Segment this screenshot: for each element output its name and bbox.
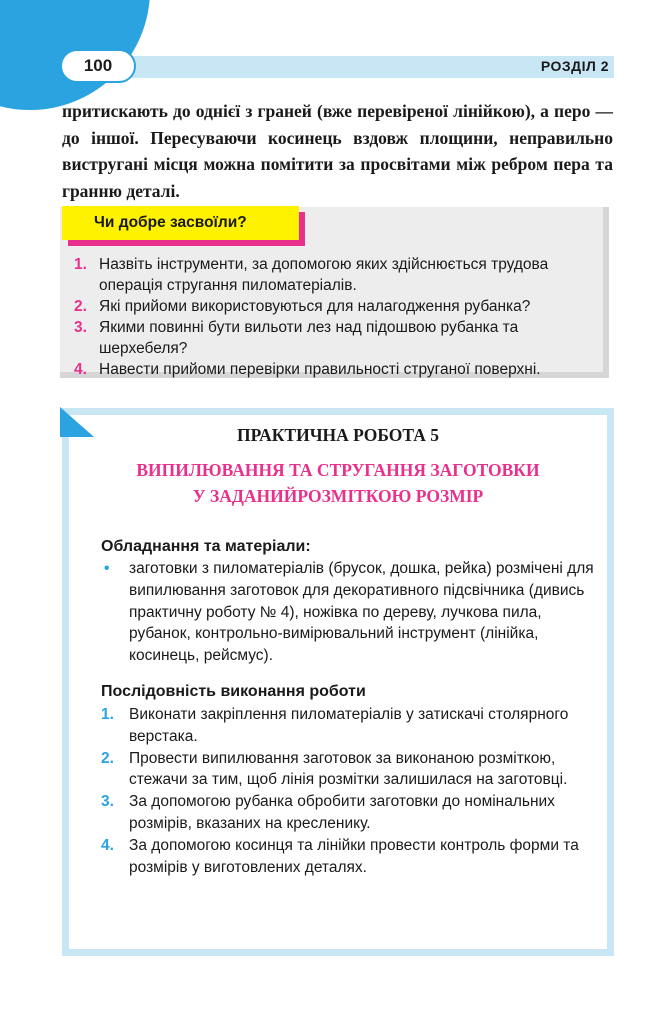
question-number: 1.: [74, 256, 87, 273]
step-number: 3.: [101, 793, 114, 811]
intro-paragraph: [62, 98, 613, 204]
step-number: 2.: [101, 749, 114, 767]
page-number: 100: [60, 49, 136, 83]
step-number: 1.: [101, 706, 114, 723]
step-item: [101, 748, 597, 792]
practical-title: ПРАКТИЧНА РОБОТА 5: [237, 425, 439, 445]
bullet-icon: •: [104, 560, 110, 577]
question-text: Навести прийоми перевірки правильності струганої поверхні.: [99, 361, 541, 378]
review-question: [74, 359, 602, 380]
equipment-item: [101, 558, 597, 667]
section-label: РОЗДІЛ 2: [540, 58, 609, 74]
step-text: Провести випилювання заготовок за виконаною розміткою, стежачи за тим, щоб лінія розмітки залишилася на заготовці.: [129, 749, 568, 789]
step-text: Виконати закріплення пиломатеріалів у затискачі столярного верстака.: [129, 706, 569, 745]
practical-subtitle-line: У ЗАДАНИЙРОЗМІТКОЮ РОЗМІР: [192, 486, 484, 506]
steps-heading: Послідовність виконання роботи: [101, 683, 366, 700]
header-band: [66, 56, 614, 78]
question-text: Назвіть інструменти, за допомогою яких здійснюється трудова операція стругання пиломатеріалів.: [99, 256, 549, 294]
question-number: 2.: [74, 298, 87, 315]
steps-list: [101, 704, 597, 878]
step-item: [101, 791, 597, 835]
step-text: За допомогою косинця та лінійки провести контроль форми та розмірів у виготовлених деталях.: [129, 836, 579, 876]
review-question: [74, 254, 602, 296]
step-item: [101, 704, 597, 748]
step-text: За допомогою рубанка обробити заготовки до номінальних розмірів, вказаних на кресленику.: [129, 793, 555, 832]
practical-subtitle-line: ВИПИЛЮВАННЯ ТА СТРУГАННЯ ЗАГОТОВКИ: [136, 460, 540, 480]
equipment-text: заготовки з пиломатеріалів (брусок, дошка, рейка) розмічені для випилювання заготовок для декоративного підсвічника (дивись практичну роботу № 4), ножівка по дереву, лучкова пила, рубанок, контрольно-вимірювальний інструмент (лінійка, косинець, рейсмус).: [129, 560, 594, 665]
intro-text: притискають до однієї з граней (вже перевіреної лінійкою), а перо — до іншої. Пересуваючи косинець вздовж площини, неправильно виструганi місця можна помітити за просвітами між ребром пера та гранню деталі.: [62, 101, 613, 201]
practical-subtitle: [62, 457, 614, 509]
question-number: 4.: [74, 361, 87, 378]
step-number: 4.: [101, 836, 114, 854]
review-title: Чи добре засвоїли?: [62, 206, 299, 240]
question-text: Якими повинні бути вильоти лез над підошвою рубанка та шерхебеля?: [99, 319, 519, 357]
review-question: [74, 296, 602, 317]
question-text: Які прийоми використовуються для налагодження рубанка?: [99, 298, 531, 315]
review-questions: [74, 254, 602, 380]
equipment-heading: Обладнання та матеріали:: [101, 538, 311, 555]
question-number: 3.: [74, 319, 87, 336]
step-item: [101, 835, 597, 879]
review-question: [74, 317, 602, 359]
